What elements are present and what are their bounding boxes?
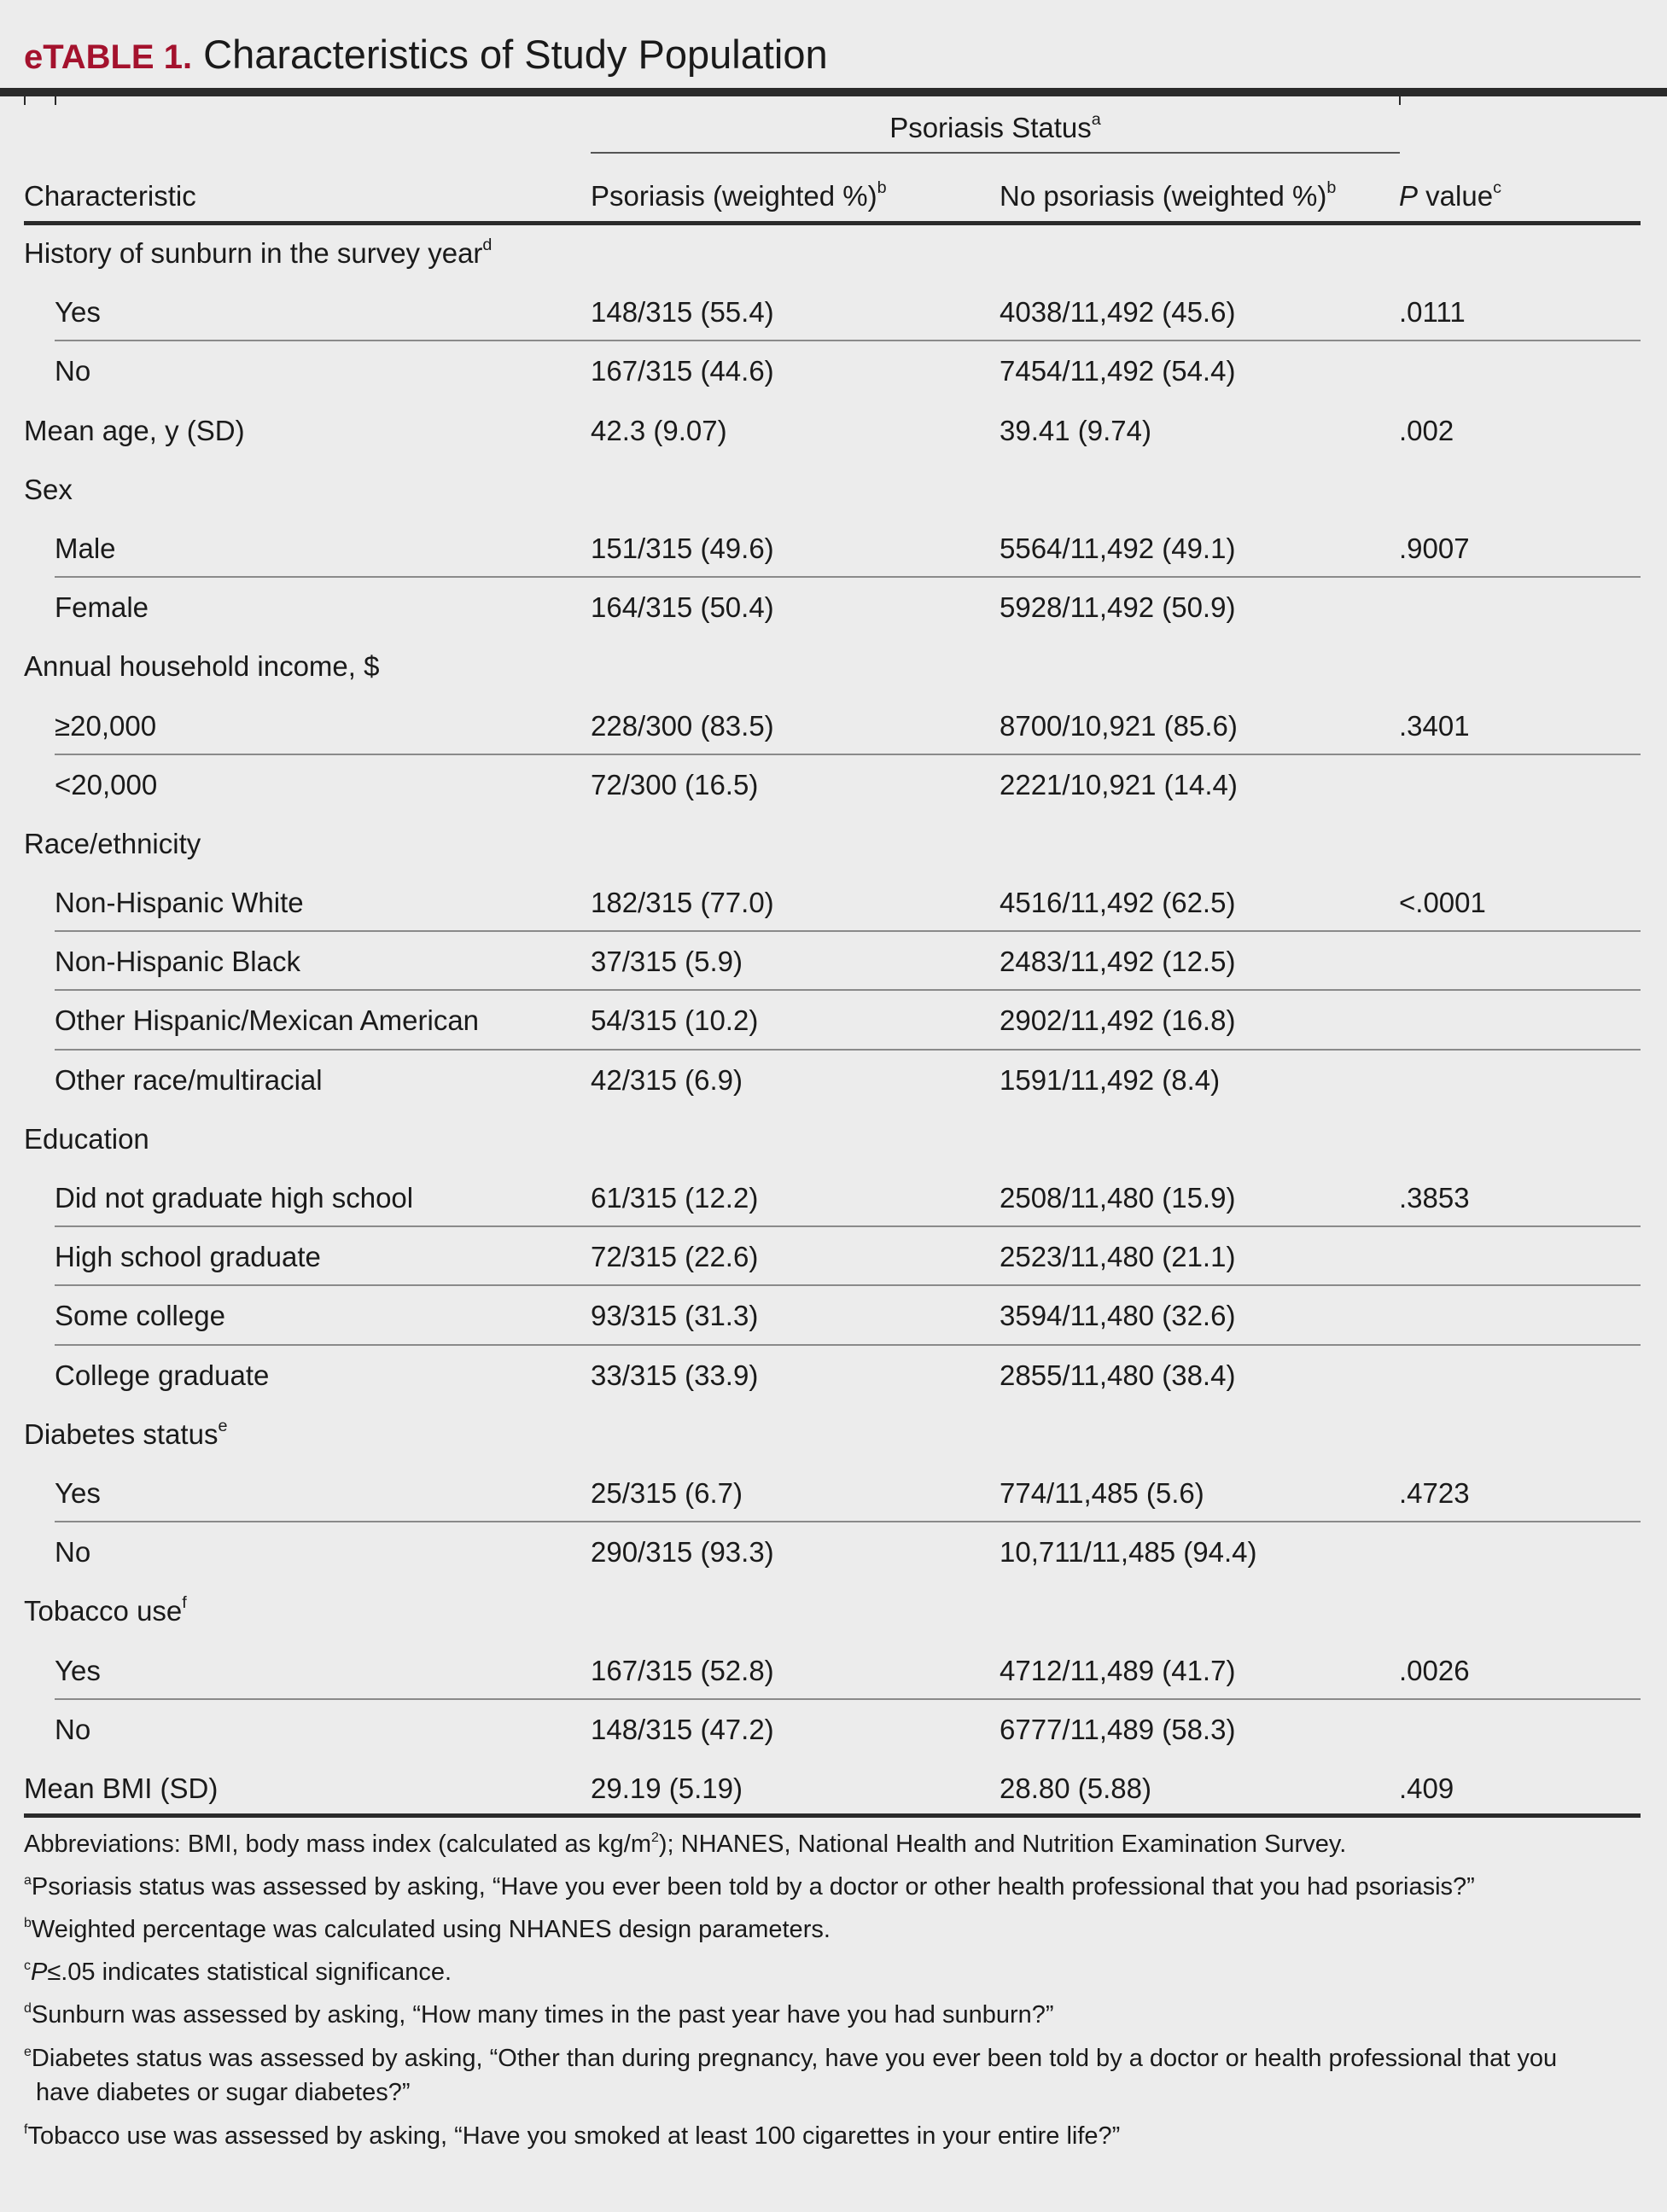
cell-p-value: .0026 [1399,1654,1470,1686]
table-row [0,224,1667,282]
cell-no-psoriasis: 7454/11,492 (54.4) [1000,355,1236,387]
row-label-text: Tobacco use [24,1595,183,1627]
cell-no-psoriasis: 5928/11,492 (50.9) [1000,591,1236,624]
note-c-mark: c [24,1959,31,1974]
note-f-mark: f [24,2122,28,2138]
table-row [0,873,1667,932]
cell-no-psoriasis: 4516/11,492 (62.5) [1000,887,1236,919]
table-row [0,578,1667,637]
table-row [0,282,1667,341]
cell-no-psoriasis: 4712/11,489 (41.7) [1000,1654,1236,1686]
cell-psoriasis: 72/300 (16.5) [591,768,759,800]
table-row [0,1286,1667,1345]
cell-psoriasis: 25/315 (6.7) [591,1476,743,1509]
row-label-sup: d [482,236,493,255]
table-footnotes [24,1823,1646,2157]
table-row [0,1227,1667,1286]
cell-psoriasis: 33/315 (33.9) [591,1359,759,1391]
group-header-text: Psoriasis Status [889,112,1092,143]
row-label: Mean BMI (SD) [24,1772,219,1804]
cell-psoriasis: 29.19 (5.19) [591,1772,743,1804]
group-header-sup: a [1091,110,1101,130]
cell-no-psoriasis: 2523/11,480 (21.1) [1000,1241,1236,1273]
cell-no-psoriasis: 10,711/11,485 (94.4) [1000,1536,1257,1569]
cell-p-value: .0111 [1399,296,1466,329]
table-row [0,1464,1667,1522]
cell-psoriasis: 167/315 (44.6) [591,355,774,387]
col-psoriasis-sup: b [877,178,887,198]
col-p-label: value [1418,180,1494,212]
col-psoriasis [591,171,887,222]
bottom-rule [24,1813,1641,1818]
col-characteristic [24,171,196,222]
note-d-text: Sunburn was assessed by asking, “How many times in the past year have you had sunburn?” [31,2001,1054,2029]
note-c [24,1951,1646,1994]
cell-psoriasis: 54/315 (10.2) [591,1004,759,1037]
note-a [24,1866,1646,1908]
note-c-italic: P [30,1959,48,1986]
rule-tick [1399,96,1401,105]
group-header-underline [591,152,1400,154]
row-label [24,1581,187,1640]
rule-tick [55,96,56,105]
col-no-psoriasis-label: No psoriasis (weighted %) [1000,180,1327,212]
row-label: Yes [55,1654,101,1686]
note-abbreviations-text: Abbreviations: BMI, body mass index (calculated as kg/m [24,1831,651,1858]
col-characteristic-label: Characteristic [24,180,196,212]
table-row [0,814,1667,873]
cell-psoriasis: 228/300 (83.5) [591,709,774,742]
cell-no-psoriasis: 3594/11,480 (32.6) [1000,1300,1236,1332]
note-b-text: Weighted percentage was calculated using NHANES design parameters. [31,1916,831,1943]
row-label: Education [24,1122,149,1155]
note-f-text: Tobacco use was assessed by asking, “Have you smoked at least 100 cigarettes in your entire life?” [27,2122,1121,2150]
table-row [0,460,1667,519]
table-row [0,755,1667,814]
cell-no-psoriasis: 2508/11,480 (15.9) [1000,1182,1236,1214]
table-row [0,1405,1667,1464]
row-label: Yes [55,1476,101,1509]
cell-psoriasis: 148/315 (55.4) [591,296,774,329]
table-row [0,1581,1667,1640]
cell-no-psoriasis: 39.41 (9.74) [1000,414,1151,446]
row-label-sup: e [218,1416,228,1435]
cell-no-psoriasis: 2221/10,921 (14.4) [1000,768,1238,800]
note-e-mark: e [24,2045,32,2060]
cell-no-psoriasis: 774/11,485 (5.6) [1000,1476,1204,1509]
cell-psoriasis: 148/315 (47.2) [591,1713,774,1745]
row-label: Some college [55,1300,225,1332]
note-e-text: Diabetes status was assessed by asking, “Other than during pregnancy, have you ever been told by a doctor or health professional that you [31,2045,1558,2072]
col-p-italic: P [1399,180,1419,212]
cell-p-value: .4723 [1399,1476,1470,1509]
table-label: eTABLE 1. [24,38,193,76]
table-body [0,224,1667,1818]
cell-p-value: .9007 [1399,532,1470,564]
cell-psoriasis: 290/315 (93.3) [591,1536,774,1569]
note-a-text: Psoriasis status was assessed by asking, “Have you ever been told by a doctor or other health professional that you had psoriasis?” [31,1873,1475,1901]
col-psoriasis-label: Psoriasis (weighted %) [591,180,877,212]
note-abbreviations-sup: 2 [651,1831,659,1846]
cell-psoriasis: 93/315 (31.3) [591,1300,759,1332]
row-label: Mean age, y (SD) [24,414,245,446]
cell-no-psoriasis: 8700/10,921 (85.6) [1000,709,1238,742]
row-label: Other race/multiracial [55,1063,323,1096]
row-label: Non-Hispanic White [55,887,304,919]
cell-psoriasis: 37/315 (5.9) [591,946,743,978]
table-row [0,1051,1667,1109]
row-label: High school graduate [55,1241,321,1273]
row-label: <20,000 [55,768,158,800]
row-label: College graduate [55,1359,270,1391]
row-label: Annual household income, $ [24,650,380,683]
cell-psoriasis: 164/315 (50.4) [591,591,774,624]
cell-no-psoriasis: 4038/11,492 (45.6) [1000,296,1236,329]
col-no-psoriasis-sup: b [1326,178,1337,198]
table-row [0,1109,1667,1168]
table-row [0,341,1667,400]
cell-no-psoriasis: 28.80 (5.88) [1000,1772,1151,1804]
row-label: Non-Hispanic Black [55,946,300,978]
cell-no-psoriasis: 6777/11,489 (58.3) [1000,1713,1236,1745]
cell-no-psoriasis: 5564/11,492 (49.1) [1000,532,1236,564]
table-row [0,696,1667,755]
row-label: Sex [24,473,73,505]
row-label: No [55,1713,91,1745]
table-row [0,1522,1667,1581]
table-row [0,1700,1667,1759]
col-p-value [1399,171,1501,222]
table-row [0,401,1667,460]
cell-no-psoriasis: 2855/11,480 (38.4) [1000,1359,1236,1391]
table-row [0,1346,1667,1405]
cell-psoriasis: 151/315 (49.6) [591,532,774,564]
note-abbreviations-text-end: ); NHANES, National Health and Nutrition Examination Survey. [658,1831,1347,1858]
row-label: No [55,355,91,387]
table-row [0,991,1667,1050]
note-b-mark: b [24,1916,32,1931]
row-label-sup: f [182,1593,187,1613]
row-label: Race/ethnicity [24,827,201,859]
cell-psoriasis: 42/315 (6.9) [591,1063,743,1096]
rule-tick [24,96,26,105]
row-label [24,1405,227,1464]
cell-psoriasis: 182/315 (77.0) [591,887,774,919]
row-label: ≥20,000 [55,709,157,742]
row-label-text: Diabetes status [24,1417,219,1450]
note-b [24,1908,1646,1951]
cell-p-value: <.0001 [1399,887,1486,919]
cell-no-psoriasis: 1591/11,492 (8.4) [1000,1063,1221,1096]
row-label [24,224,492,282]
col-p-sup: c [1493,178,1501,198]
cell-p-value: .409 [1399,1772,1454,1804]
cell-no-psoriasis: 2483/11,492 (12.5) [1000,946,1236,978]
top-rule [0,88,1667,96]
row-label: Did not graduate high school [55,1182,414,1214]
note-e [24,2036,1646,2115]
row-label-text: History of sunburn in the survey year [24,237,483,269]
cell-psoriasis: 72/315 (22.6) [591,1241,759,1273]
row-label: Other Hispanic/Mexican American [55,1004,480,1037]
row-label: No [55,1536,91,1569]
cell-p-value: .3401 [1399,709,1470,742]
cell-p-value: .002 [1399,414,1454,446]
cell-p-value: .3853 [1399,1182,1470,1214]
row-label: Yes [55,296,101,329]
row-label: Male [55,532,116,564]
note-abbreviations [24,1823,1646,1866]
note-f [24,2115,1646,2157]
column-header-row [0,171,1667,222]
table-row [0,1641,1667,1700]
table-row [0,1168,1667,1227]
note-d [24,1994,1646,2036]
row-label: Female [55,591,149,624]
note-a-mark: a [24,1873,32,1889]
col-no-psoriasis [1000,171,1336,222]
table-row [0,932,1667,991]
table-row [0,637,1667,696]
note-d-mark: d [24,2001,32,2017]
note-c-text: ≤.05 indicates statistical significance. [47,1959,452,1986]
table-title-text: Characteristics of Study Population [203,32,828,77]
cell-psoriasis: 42.3 (9.07) [591,414,727,446]
psoriasis-status-header [591,106,1400,150]
cell-psoriasis: 61/315 (12.2) [591,1182,759,1214]
cell-no-psoriasis: 2902/11,492 (16.8) [1000,1004,1236,1037]
cell-psoriasis: 167/315 (52.8) [591,1654,774,1686]
table-row [0,519,1667,578]
table-row [0,1759,1667,1818]
note-e-text-cont: have diabetes or sugar diabetes?” [36,2079,411,2106]
table-title [24,29,828,83]
